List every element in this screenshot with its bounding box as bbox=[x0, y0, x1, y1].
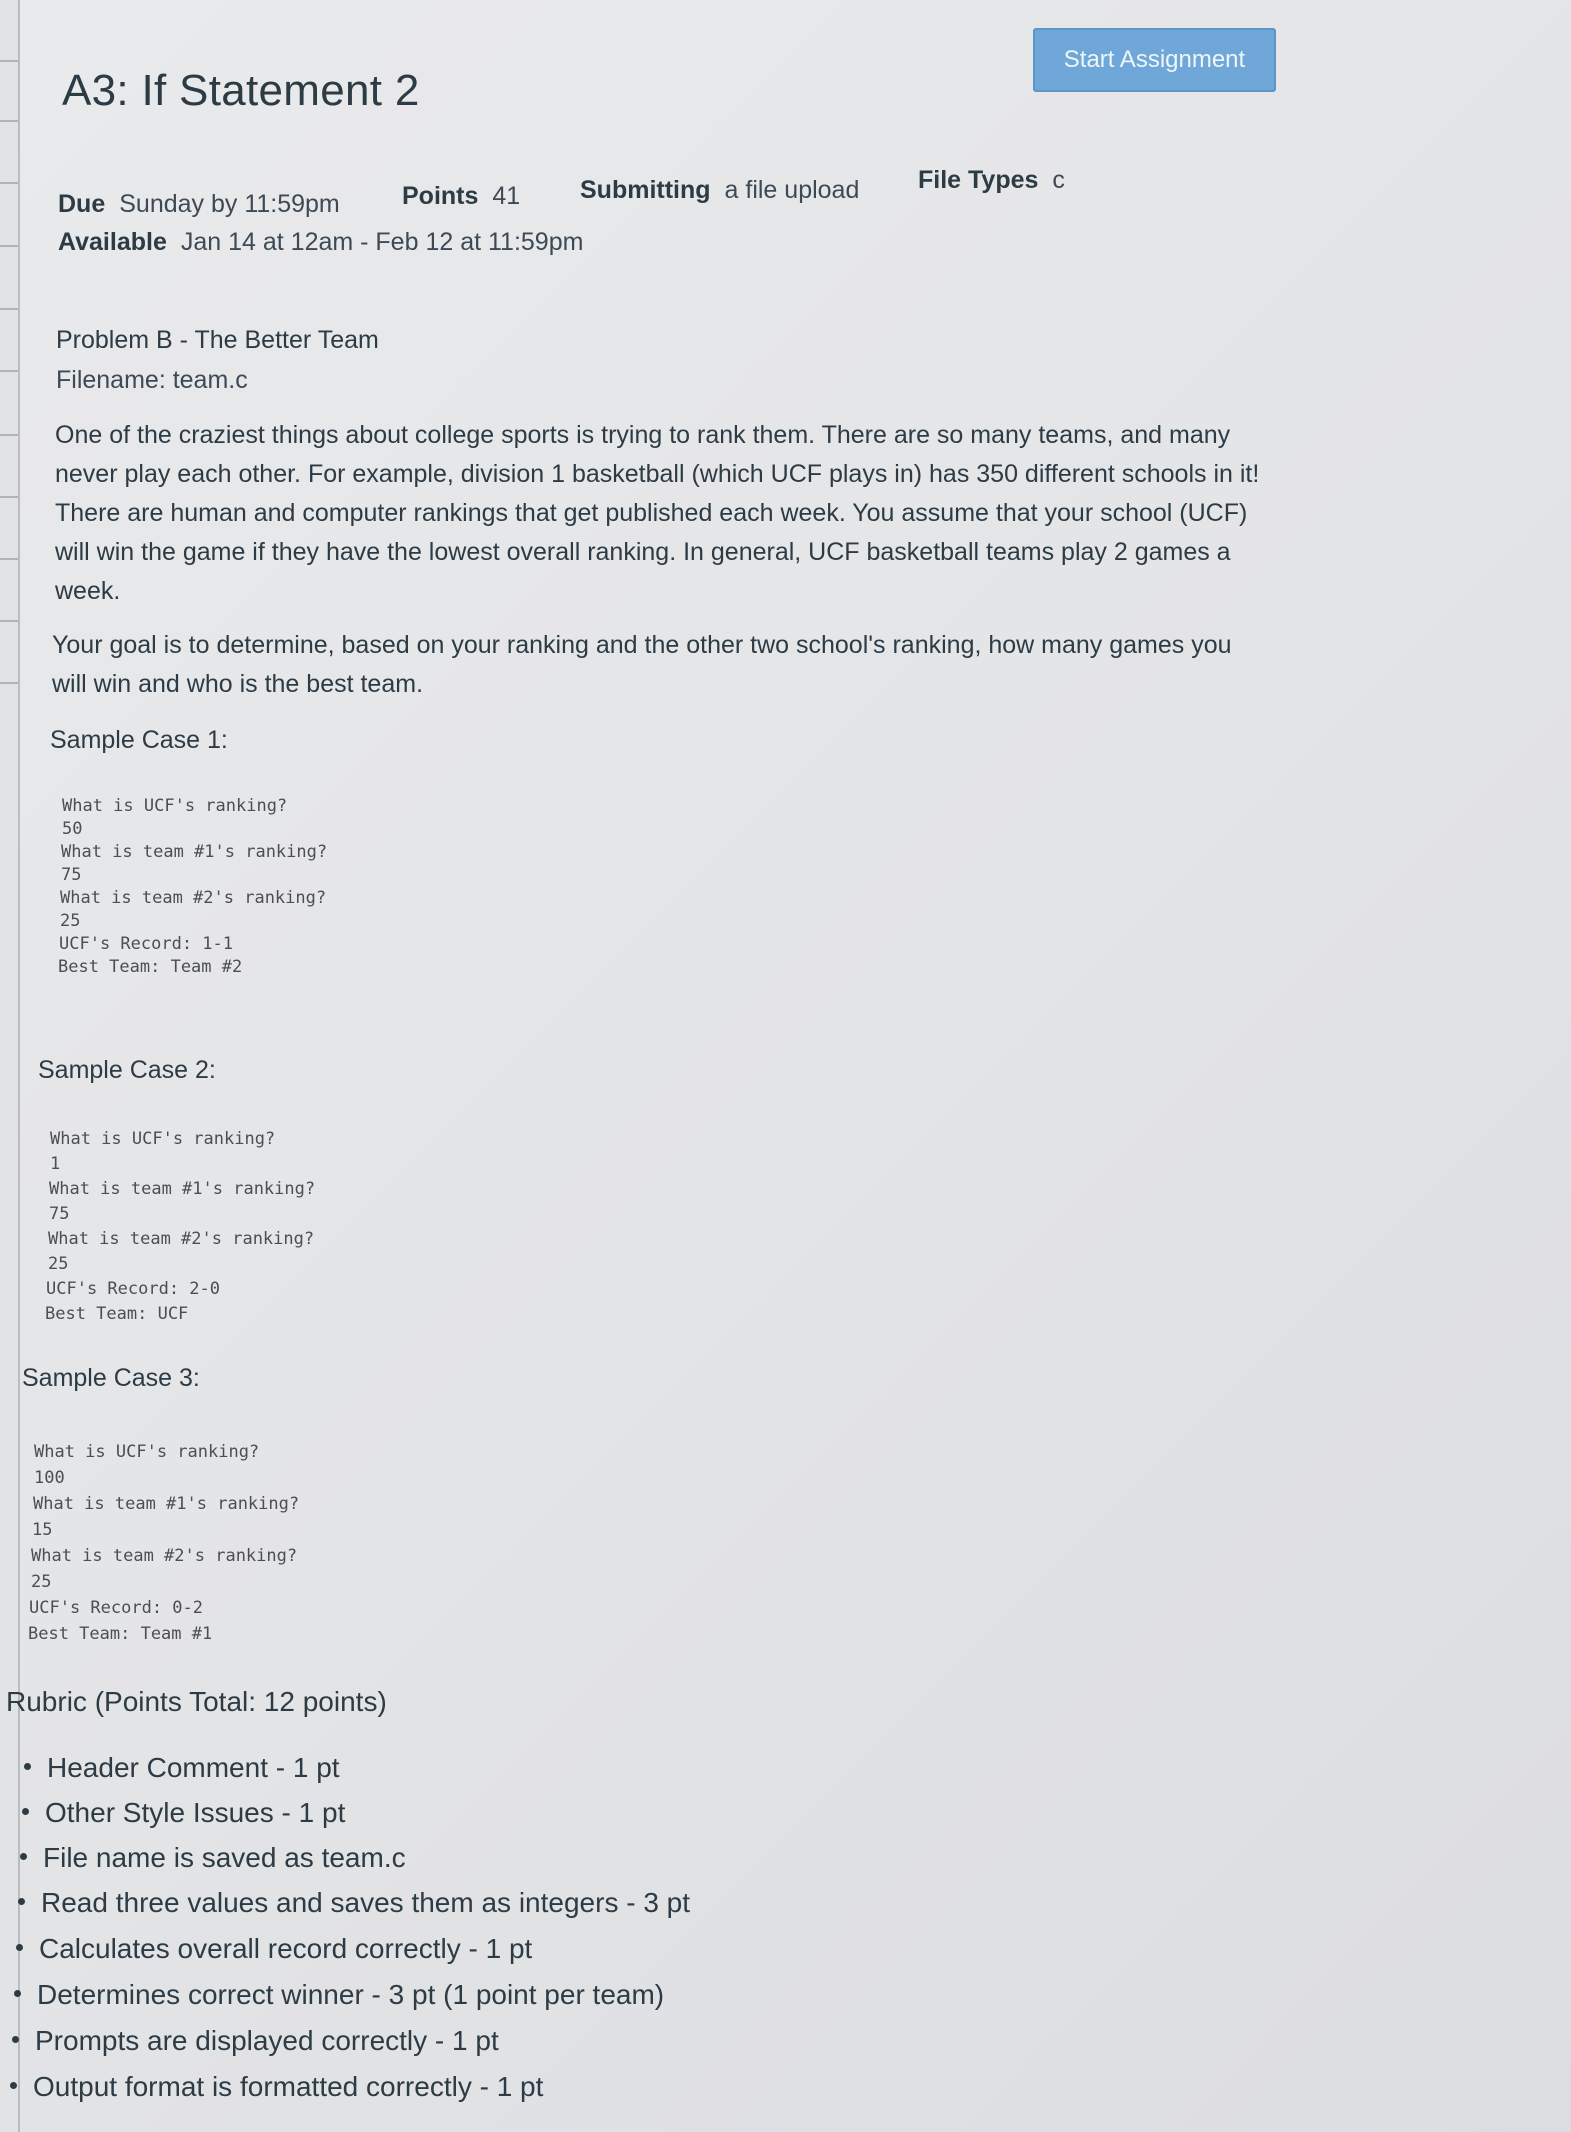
rubric-item bbox=[18, 1887, 690, 1919]
rubric-item-text: Determines correct winner - 3 pt (1 point per team) bbox=[37, 1979, 665, 2010]
code-line: 25 bbox=[31, 1572, 52, 1592]
rubric-item-text: Prompts are displayed correctly - 1 pt bbox=[35, 2025, 499, 2056]
rail-divider bbox=[0, 308, 18, 310]
paragraph-line: never play each other. For example, division 1 basketball (which UCF plays in) has 350 different schools in it! bbox=[55, 460, 1260, 488]
code-line: Best Team: UCF bbox=[45, 1304, 189, 1324]
code-line: What is team #2's ranking? bbox=[31, 1546, 298, 1566]
submitting bbox=[580, 176, 859, 205]
file-types-value: c bbox=[1052, 166, 1065, 194]
rubric-item-text: Output format is formatted correctly - 1 pt bbox=[33, 2071, 544, 2102]
code-line: What is team #2's ranking? bbox=[60, 888, 327, 908]
file-types-label: File Types bbox=[918, 166, 1039, 194]
start-assignment-button[interactable]: Start Assignment bbox=[1033, 28, 1276, 92]
rubric-item bbox=[20, 1842, 406, 1874]
sample-case-1-heading: Sample Case 1: bbox=[50, 726, 228, 754]
rail-divider bbox=[0, 496, 18, 498]
bullet-icon bbox=[22, 1808, 29, 1815]
availability bbox=[58, 228, 583, 257]
rubric-item-text: Calculates overall record correctly - 1 pt bbox=[39, 1933, 533, 1964]
code-line: 50 bbox=[62, 819, 83, 839]
rubric-item bbox=[24, 1752, 340, 1784]
submitting-label: Submitting bbox=[580, 176, 711, 204]
available-label: Available bbox=[58, 228, 167, 256]
points-value: 41 bbox=[492, 182, 521, 210]
bullet-icon bbox=[14, 1990, 21, 1997]
code-line: 1 bbox=[50, 1154, 61, 1174]
sample-case-3-heading: Sample Case 3: bbox=[22, 1364, 200, 1392]
paragraph-line: week. bbox=[55, 577, 121, 605]
rubric-item-text: Read three values and saves them as integers - 3 pt bbox=[41, 1887, 691, 1918]
rubric-item-text: Header Comment - 1 pt bbox=[47, 1752, 340, 1783]
due-date bbox=[58, 190, 340, 219]
paragraph-line: One of the craziest things about college sports is trying to rank them. There are so many teams, and many bbox=[55, 421, 1231, 449]
rail-divider bbox=[0, 682, 18, 684]
bullet-icon bbox=[10, 2082, 17, 2089]
rail-divider bbox=[0, 370, 18, 372]
points-label: Points bbox=[402, 182, 479, 210]
code-line: 75 bbox=[49, 1204, 70, 1224]
code-line: What is UCF's ranking? bbox=[34, 1442, 260, 1462]
due-label: Due bbox=[58, 190, 106, 218]
page-title: A3: If Statement 2 bbox=[62, 66, 420, 115]
code-line: UCF's Record: 2-0 bbox=[46, 1279, 220, 1299]
bullet-icon bbox=[20, 1853, 27, 1860]
rail-divider bbox=[0, 434, 18, 436]
code-line: What is team #2's ranking? bbox=[48, 1229, 315, 1249]
sample-case-2-heading: Sample Case 2: bbox=[38, 1056, 216, 1084]
available-value: Jan 14 at 12am - Feb 12 at 11:59pm bbox=[180, 228, 584, 256]
bullet-icon bbox=[24, 1763, 31, 1770]
code-line: UCF's Record: 0-2 bbox=[29, 1598, 203, 1618]
code-line: 75 bbox=[61, 865, 82, 885]
paragraph-line: will win the game if they have the lowest overall ranking. In general, UCF basketball teams play 2 games a bbox=[55, 538, 1231, 566]
code-line: 15 bbox=[32, 1520, 53, 1540]
code-line: What is UCF's ranking? bbox=[50, 1129, 276, 1149]
rubric-item bbox=[22, 1797, 345, 1829]
paragraph-line: Your goal is to determine, based on your ranking and the other two school's ranking, how many games you bbox=[52, 631, 1232, 659]
code-line: Best Team: Team #1 bbox=[28, 1624, 213, 1644]
file-types bbox=[918, 166, 1065, 195]
rubric-heading: Rubric (Points Total: 12 points) bbox=[6, 1686, 387, 1717]
code-line: What is team #1's ranking? bbox=[49, 1179, 316, 1199]
rail-divider bbox=[0, 120, 18, 122]
bullet-icon bbox=[16, 1944, 23, 1951]
code-line: Best Team: Team #2 bbox=[58, 957, 243, 977]
bullet-icon bbox=[12, 2036, 19, 2043]
rubric-item bbox=[12, 2025, 499, 2057]
problem-filename: Filename: team.c bbox=[56, 366, 248, 394]
rubric-item bbox=[10, 2071, 543, 2103]
rubric-item bbox=[14, 1979, 664, 2011]
bullet-icon bbox=[18, 1898, 25, 1905]
paragraph-line: will win and who is the best team. bbox=[52, 670, 424, 698]
code-line: 25 bbox=[60, 911, 81, 931]
code-line: What is team #1's ranking? bbox=[61, 842, 328, 862]
due-value: Sunday by 11:59pm bbox=[119, 190, 340, 218]
code-line: What is team #1's ranking? bbox=[33, 1494, 300, 1514]
code-line: UCF's Record: 1-1 bbox=[59, 934, 233, 954]
paragraph-line: There are human and computer rankings that get published each week. You assume that your school (UCF) bbox=[55, 499, 1248, 527]
points bbox=[402, 182, 520, 211]
code-line: 100 bbox=[34, 1468, 65, 1488]
code-line: What is UCF's ranking? bbox=[62, 796, 288, 816]
rail-divider bbox=[0, 620, 18, 622]
code-line: 25 bbox=[48, 1254, 69, 1274]
submitting-value: a file upload bbox=[724, 176, 860, 204]
rail-divider bbox=[0, 245, 18, 247]
rail-divider bbox=[0, 182, 18, 184]
left-nav-rail bbox=[0, 0, 20, 2132]
problem-title: Problem B - The Better Team bbox=[56, 326, 379, 354]
rubric-item-text: Other Style Issues - 1 pt bbox=[45, 1797, 346, 1828]
rail-divider bbox=[0, 558, 18, 560]
rubric-item bbox=[16, 1933, 532, 1965]
rubric-item-text: File name is saved as team.c bbox=[43, 1842, 406, 1873]
rail-divider bbox=[0, 60, 18, 62]
